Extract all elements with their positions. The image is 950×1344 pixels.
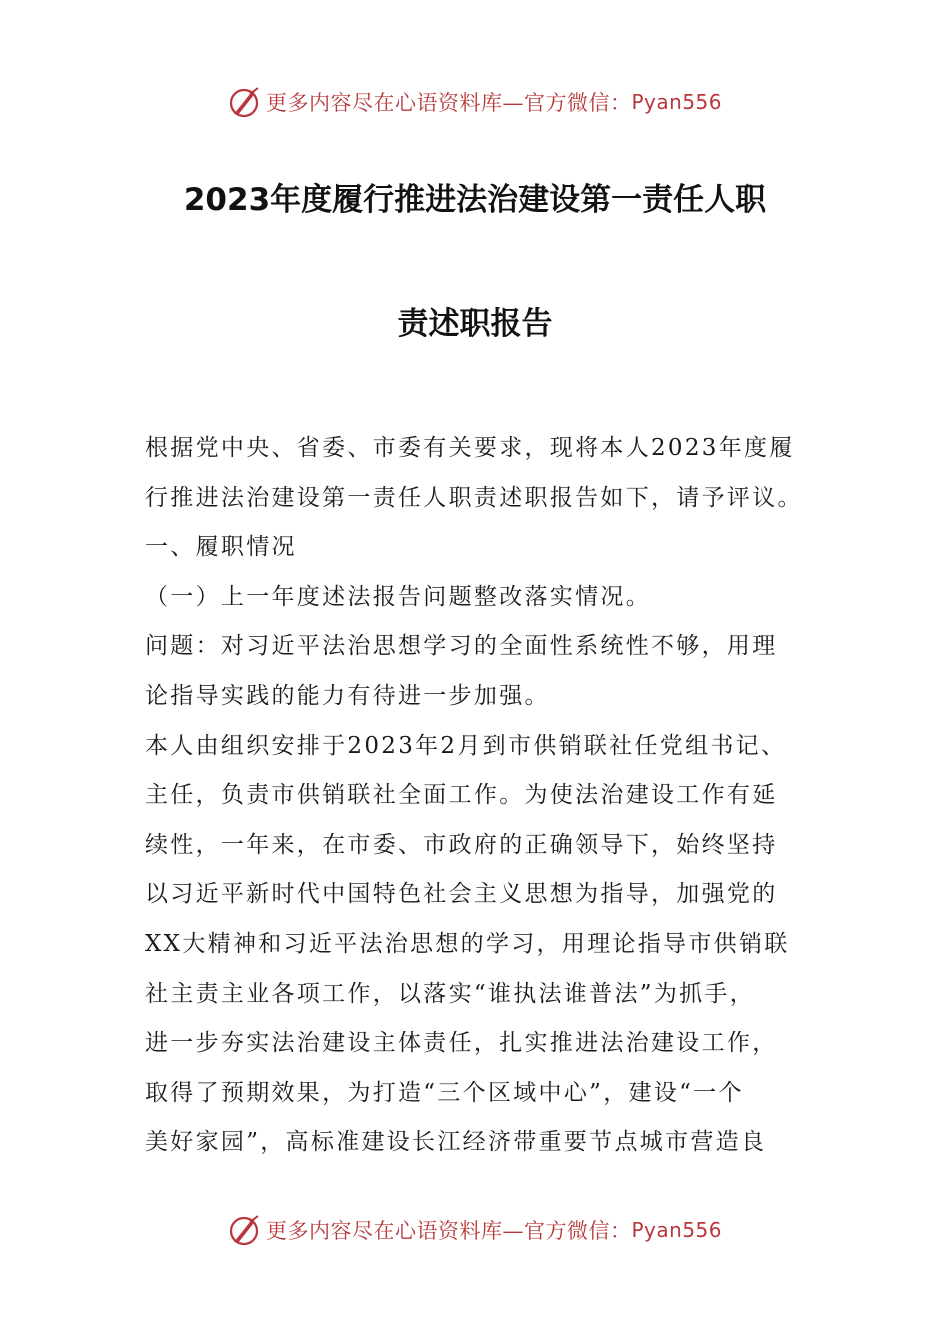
body-line: 取得了预期效果，为打造“三个区域中心”，建设“一个: [145, 1079, 744, 1106]
body-line: 论指导实践的能力有待进一步加强。: [145, 682, 550, 709]
document-title-line-1: 2023年度履行推进法治建设第一责任人职: [183, 182, 767, 218]
pen-logo-icon: [228, 84, 264, 120]
body-line: 行推进法治建设第一责任人职责述职报告如下，请予评议。: [145, 484, 803, 511]
header-watermark: [0, 84, 950, 120]
body-line: 续性，一年来，在市委、市政府的正确领导下，始终坚持: [145, 831, 778, 858]
section-heading: 一、履职情况: [145, 534, 297, 561]
body-line: 美好家园”，高标准建设长江经济带重要节点城市营造良: [145, 1129, 767, 1156]
watermark-text: 更多内容尽在心语资料库—官方微信：: [265, 1219, 632, 1243]
body-line: 主任，负责市供销联社全面工作。为使法治建设工作有延: [145, 782, 778, 809]
body-line: 根据党中央、省委、市委有关要求，现将本人2023年度履: [145, 435, 795, 461]
body-line: 问题：对习近平法治思想学习的全面性系统性不够，用理: [145, 633, 778, 660]
document-title-line-2: 责述职报告: [397, 306, 553, 342]
document-body: [145, 424, 810, 1168]
pen-logo-icon: [228, 1212, 264, 1248]
footer-watermark: [0, 1212, 950, 1248]
watermark-wechat-id: Pyan556: [631, 90, 722, 114]
body-line: 进一步夯实法治建设主体责任，扎实推进法治建设工作，: [145, 1030, 778, 1057]
body-line: XX大精神和习近平法治思想的学习，用理论指导市供销联: [145, 930, 790, 957]
subsection-heading: （一）上一年度述法报告问题整改落实情况。: [145, 583, 651, 610]
watermark-text: 更多内容尽在心语资料库—官方微信：: [265, 91, 632, 115]
watermark-wechat-id: Pyan556: [631, 1218, 722, 1242]
body-line: 以习近平新时代中国特色社会主义思想为指导，加强党的: [145, 881, 778, 908]
body-line: 社主责主业各项工作，以落实“谁执法谁普法”为抓手，: [145, 980, 756, 1007]
body-line: 本人由组织安排于2023年2月到市供销联社任党组书记、: [145, 732, 787, 759]
